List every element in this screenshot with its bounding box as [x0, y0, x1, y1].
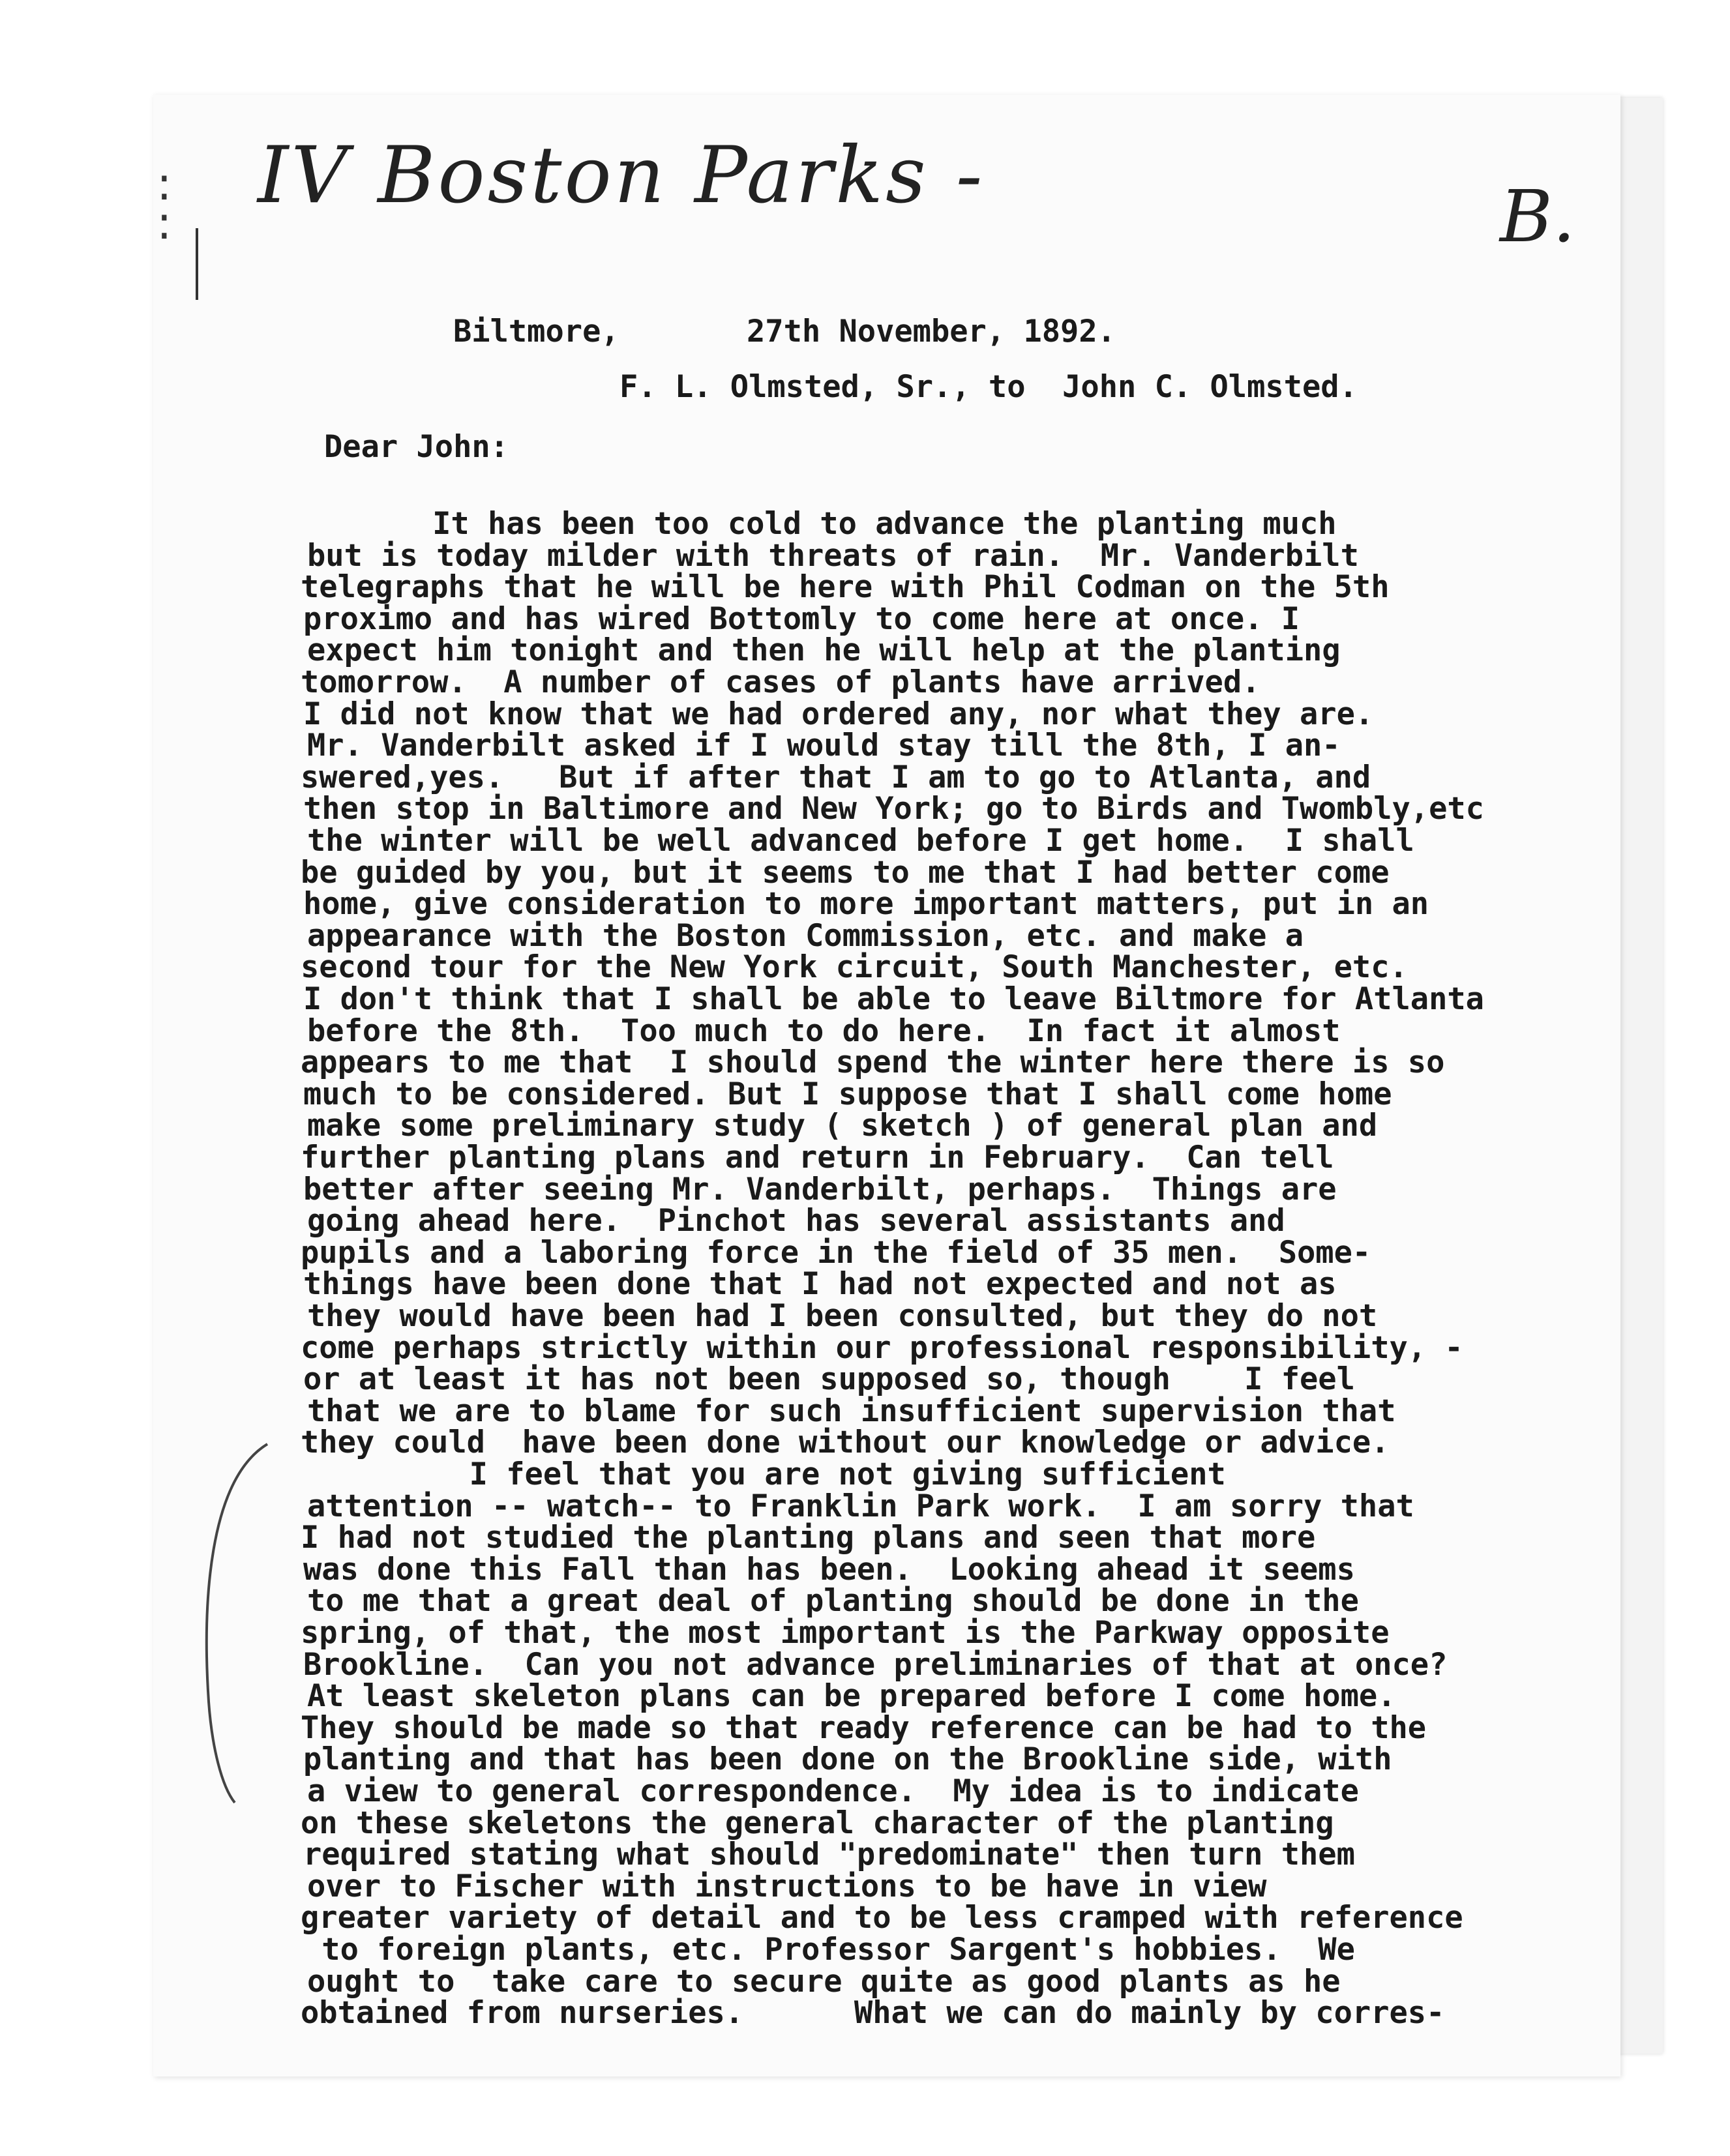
letter-place: Biltmore,	[453, 314, 619, 349]
body-line: second tour for the New York circuit, South Manchester, etc.	[301, 949, 1408, 985]
body-line: come perhaps strictly within our professional responsibility, -	[301, 1330, 1463, 1366]
body-line: to me that a great deal of planting should be done in the	[307, 1583, 1359, 1619]
letter-correspondents: F. L. Olmsted, Sr., to John C. Olmsted.	[619, 369, 1358, 405]
body-line: I don't think that I shall be able to leave Biltmore for Atlanta	[303, 981, 1484, 1017]
body-line: over to Fischer with instructions to be have in view	[307, 1868, 1267, 1904]
body-line: swered,yes. But if after that I am to go to Atlanta, and	[301, 760, 1371, 795]
body-line: pupils and a laboring force in the field of 35 men. Some-	[301, 1235, 1371, 1271]
body-line: better after seeing Mr. Vanderbilt, perhaps. Things are	[303, 1172, 1337, 1207]
body-line: I did not know that we had ordered any, nor what they are.	[303, 696, 1374, 732]
body-line: but is today milder with threats of rain. Mr. Vanderbilt	[307, 538, 1359, 574]
body-line: on these skeletons the general character of the planting	[301, 1805, 1334, 1841]
body-line: They should be made so that ready reference can be had to the	[301, 1710, 1427, 1746]
margin-curve-mark	[196, 1441, 274, 1806]
body-line: or at least it has not been supposed so, though I feel	[303, 1361, 1355, 1397]
body-line: a view to general correspondence. My idea is to indicate	[307, 1773, 1359, 1809]
body-line: Brookline. Can you not advance preliminaries of that at once?	[303, 1647, 1448, 1683]
body-line: be guided by you, but it seems to me that I had better come	[301, 855, 1390, 891]
letter-salutation: Dear John:	[324, 429, 509, 465]
body-line: I had not studied the planting plans and seen that more	[301, 1520, 1316, 1556]
body-line: to foreign plants, etc. Professor Sargent's hobbies. We	[303, 1932, 1355, 1968]
body-line: obtained from nurseries. What we can do mainly by corres-	[301, 1995, 1445, 2031]
body-line: telegraphs that he will be here with Phil Codman on the 5th	[301, 569, 1390, 605]
letter-date: 27th November, 1892.	[747, 314, 1116, 349]
body-line: It has been too cold to advance the planting much	[303, 506, 1337, 542]
body-line: things have been done that I had not expected and not as	[303, 1266, 1337, 1302]
body-line: tomorrow. A number of cases of plants have arrived.	[301, 664, 1260, 700]
handwritten-title: IV Boston Parks -	[258, 130, 985, 221]
margin-stroke-mark	[196, 228, 205, 300]
body-line: they could have been done without our knowledge or advice.	[301, 1425, 1390, 1460]
margin-dots-mark: : :	[157, 157, 172, 250]
handwritten-letter-mark: B.	[1500, 175, 1575, 258]
body-line: required stating what should "predominate" then turn them	[303, 1837, 1355, 1872]
body-line: was done this Fall than has been. Looking ahead it seems	[303, 1552, 1355, 1587]
body-line: expect him tonight and then he will help at the planting	[307, 632, 1341, 668]
body-line: before the 8th. Too much to do here. In fact it almost	[307, 1013, 1341, 1049]
body-line: spring, of that, the most important is the Parkway opposite	[301, 1615, 1390, 1651]
body-line: greater variety of detail and to be less cramped with reference	[301, 1900, 1463, 1936]
body-line: much to be considered. But I suppose that I shall come home	[303, 1076, 1392, 1112]
body-line: that we are to blame for such insufficient supervision that	[307, 1393, 1396, 1429]
body-line: planting and that has been done on the Brookline side, with	[303, 1741, 1392, 1777]
body-line: I feel that you are not giving sufficient	[303, 1456, 1226, 1492]
body-line: ought to take care to secure quite as good plants as he	[307, 1964, 1341, 2000]
body-line: At least skeleton plans can be prepared before I come home.	[307, 1678, 1396, 1714]
body-line: home, give consideration to more important matters, put in an	[303, 886, 1429, 922]
body-line: appearance with the Boston Commission, etc. and make a	[307, 918, 1304, 954]
body-line: appears to me that I should spend the winter here there is so	[301, 1044, 1445, 1080]
body-line: they would have been had I been consulted, but they do not	[307, 1298, 1378, 1334]
body-line: attention -- watch-- to Franklin Park work. I am sorry that	[307, 1488, 1414, 1524]
body-line: proximo and has wired Bottomly to come here at once. I	[303, 601, 1300, 637]
body-line: then stop in Baltimore and New York; go to Birds and Twombly,etc	[303, 791, 1484, 827]
body-line: going ahead here. Pinchot has several assistants and	[307, 1203, 1285, 1239]
body-line: further planting plans and return in February. Can tell	[301, 1140, 1334, 1175]
body-line: Mr. Vanderbilt asked if I would stay till the 8th, I an-	[307, 728, 1341, 763]
body-line: the winter will be well advanced before I get home. I shall	[307, 823, 1414, 859]
body-line: make some preliminary study ( sketch ) of general plan and	[307, 1108, 1378, 1144]
